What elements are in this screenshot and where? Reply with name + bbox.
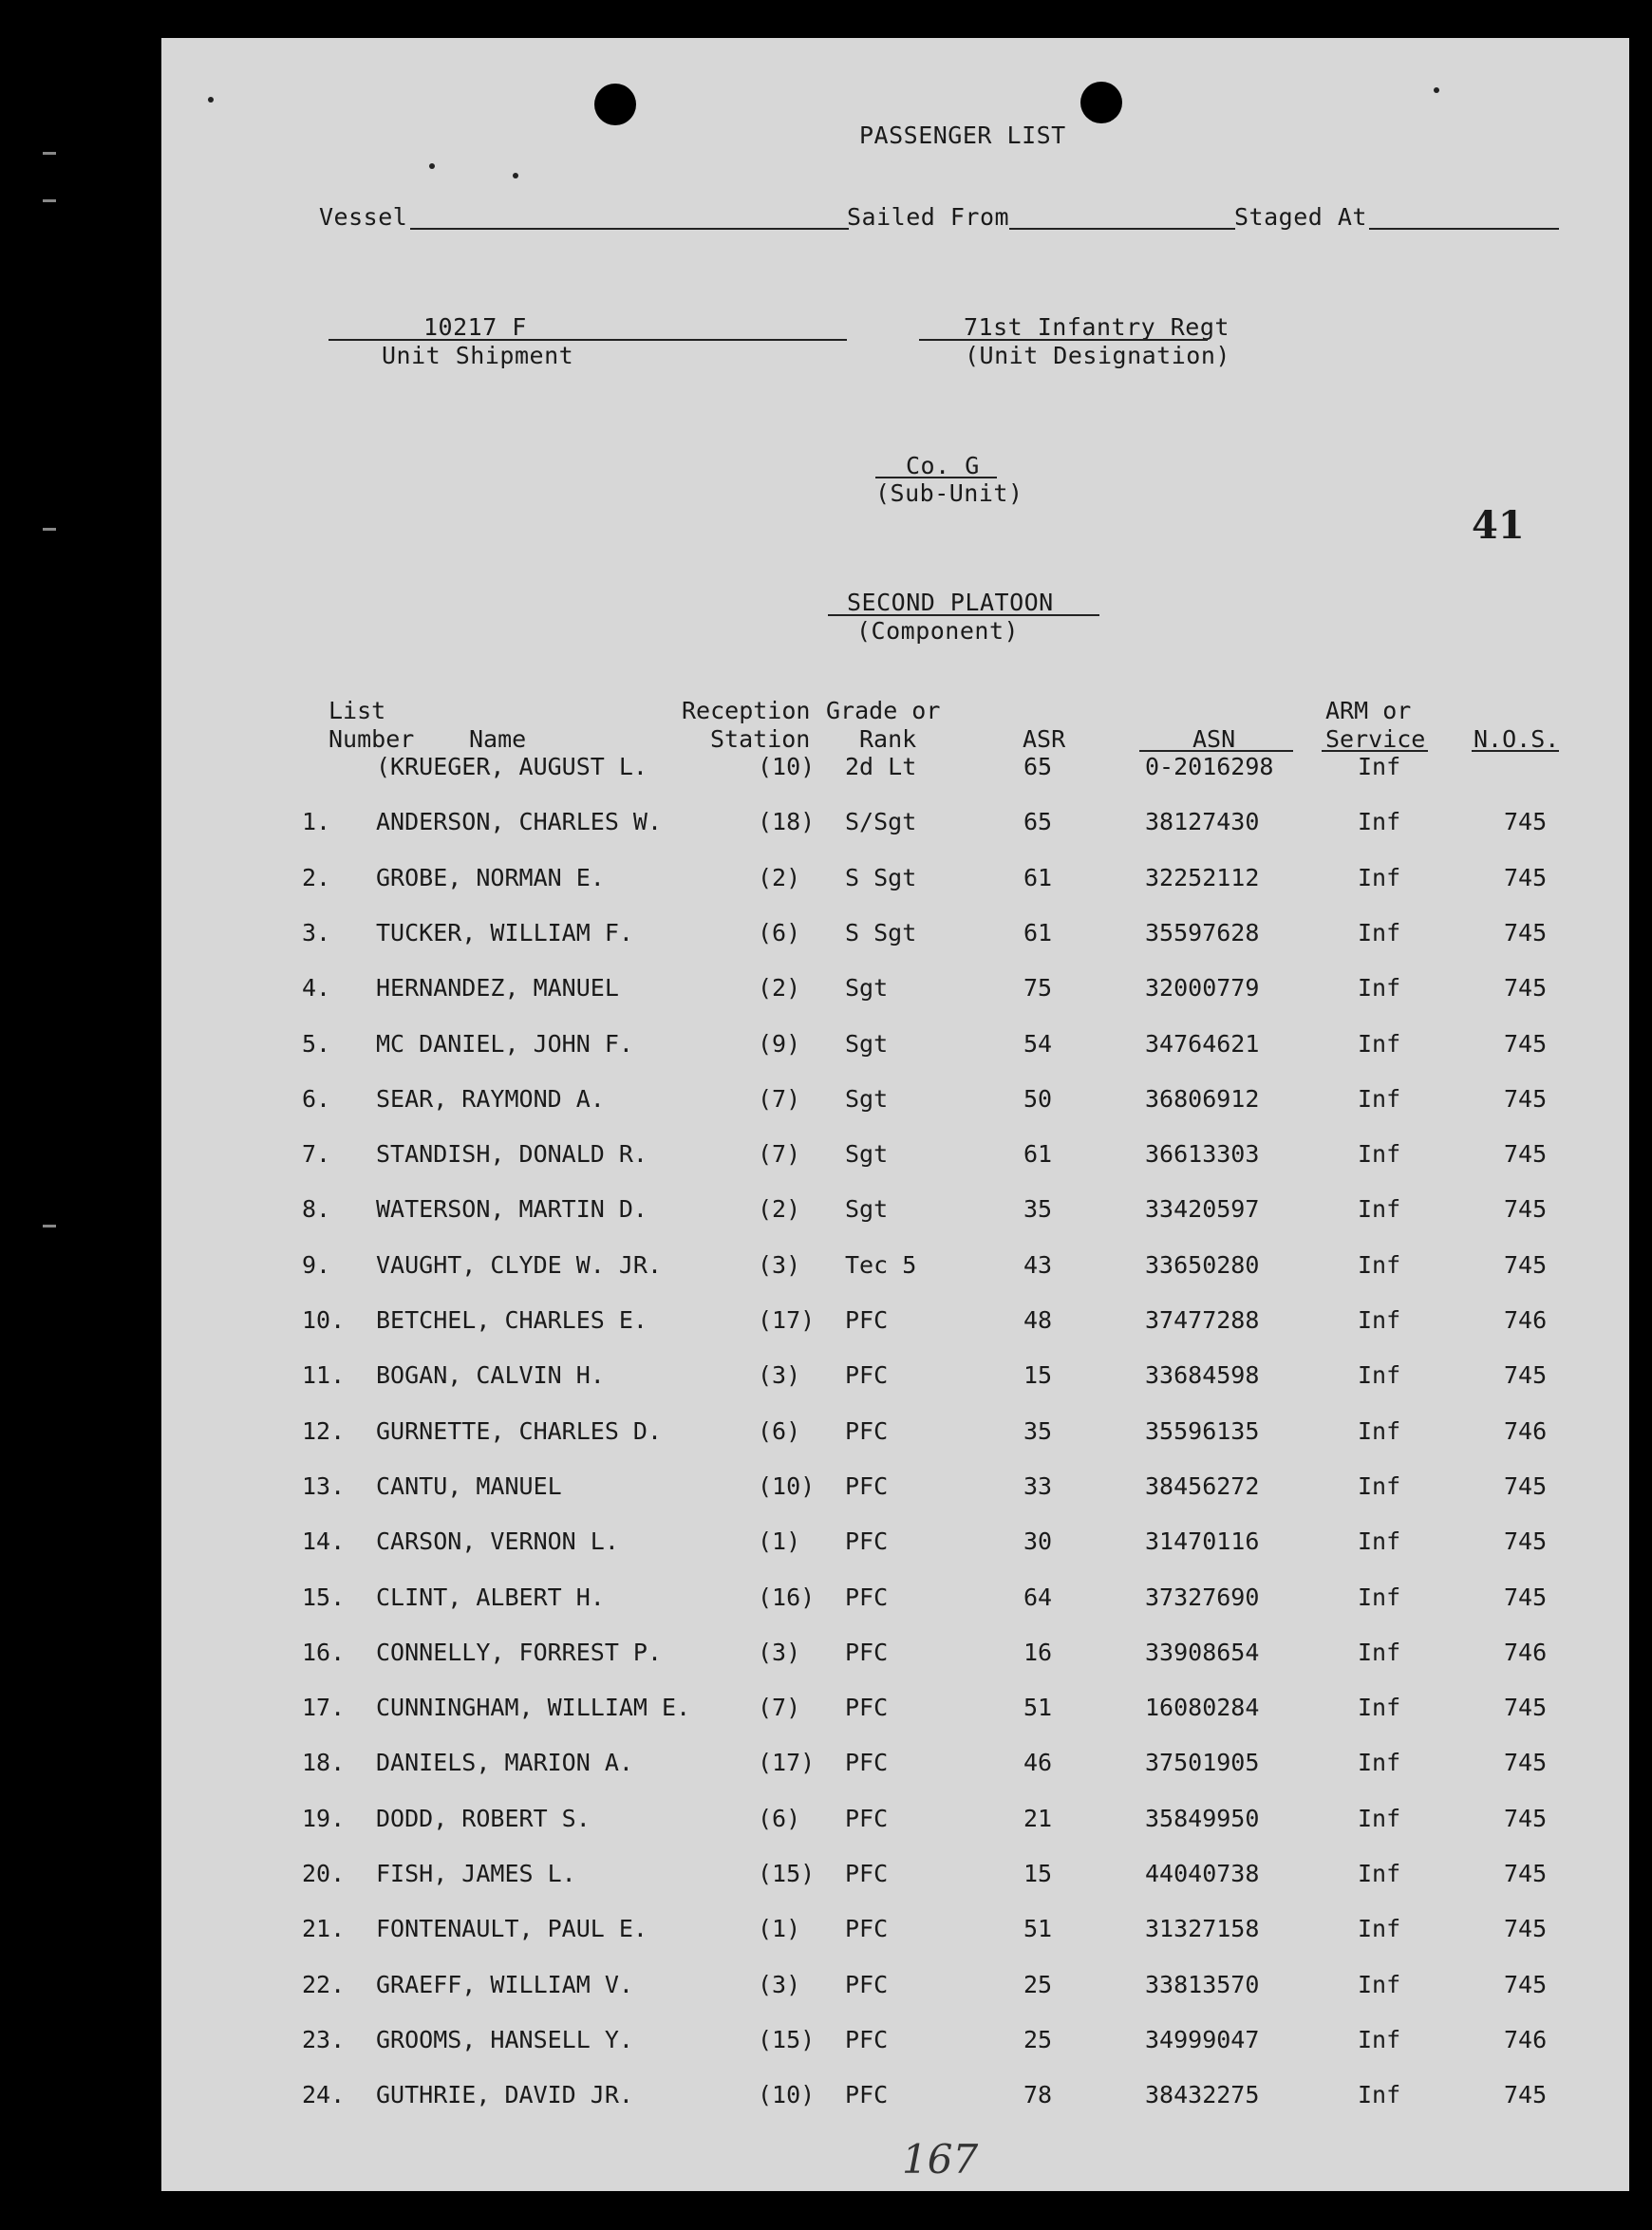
- col-asn-underline: [1139, 750, 1293, 752]
- row-asr: 25: [1023, 1970, 1053, 1998]
- row-station: (3): [758, 1250, 801, 1279]
- row-nos: 745: [1504, 1084, 1548, 1113]
- row-number: 22.: [302, 1970, 346, 1998]
- col-asr: ASR: [1023, 725, 1066, 753]
- row-number: 5.: [302, 1029, 331, 1058]
- table-row: [161, 974, 1629, 1012]
- punch-hole-right: [1080, 82, 1122, 123]
- row-rank: PFC: [845, 1306, 889, 1334]
- ink-speck: [1434, 87, 1439, 93]
- row-arm: Inf: [1358, 1250, 1401, 1279]
- sub-unit-line: [875, 477, 997, 478]
- row-name: MC DANIEL, JOHN F.: [376, 1029, 633, 1058]
- row-nos: 745: [1504, 974, 1548, 1003]
- row-arm: Inf: [1358, 1583, 1401, 1611]
- row-rank: PFC: [845, 1527, 889, 1556]
- row-station: (15): [758, 2025, 816, 2053]
- row-number: 4.: [302, 974, 331, 1003]
- row-nos: 745: [1504, 1915, 1548, 1943]
- edge-mark: [43, 199, 56, 202]
- col-grade-2: Rank: [859, 725, 917, 753]
- row-arm: Inf: [1358, 1029, 1401, 1058]
- row-station: (9): [758, 1029, 801, 1058]
- row-asn: 16080284: [1145, 1694, 1260, 1722]
- row-rank: PFC: [845, 1361, 889, 1390]
- row-arm: Inf: [1358, 918, 1401, 946]
- row-rank: Sgt: [845, 1084, 889, 1113]
- row-name: CANTU, MANUEL: [376, 1471, 562, 1500]
- row-nos: 745: [1504, 2081, 1548, 2109]
- row-nos: 745: [1504, 863, 1548, 891]
- table-row: [161, 753, 1629, 791]
- row-station: (18): [758, 808, 816, 836]
- table-row: [161, 1805, 1629, 1843]
- row-name: ANDERSON, CHARLES W.: [376, 808, 663, 836]
- row-station: (6): [758, 918, 801, 946]
- row-number: 24.: [302, 2081, 346, 2109]
- col-grade-1: Grade or: [826, 697, 941, 724]
- row-asr: 15: [1023, 1860, 1053, 1887]
- row-rank: S Sgt: [845, 918, 917, 946]
- col-reception-1: Reception: [682, 697, 811, 724]
- row-station: (10): [758, 753, 816, 780]
- row-asr: 33: [1023, 1471, 1053, 1500]
- table-row: [161, 1417, 1629, 1455]
- row-asr: 64: [1023, 1583, 1053, 1611]
- table-row: [161, 1639, 1629, 1677]
- row-name: VAUGHT, CLYDE W. JR.: [376, 1250, 663, 1279]
- row-asn: 33420597: [1145, 1195, 1260, 1224]
- row-name: FISH, JAMES L.: [376, 1860, 576, 1887]
- row-rank: PFC: [845, 1471, 889, 1500]
- component-value: SECOND PLATOON: [847, 589, 1054, 616]
- row-station: (2): [758, 1195, 801, 1224]
- row-asn: 36613303: [1145, 1140, 1260, 1169]
- row-asn: 33650280: [1145, 1250, 1260, 1279]
- row-arm: Inf: [1358, 2081, 1401, 2109]
- ink-speck: [429, 163, 435, 169]
- table-row: [161, 1085, 1629, 1123]
- row-asn: 37501905: [1145, 1749, 1260, 1777]
- row-asn: 34764621: [1145, 1029, 1260, 1058]
- row-name: GUTHRIE, DAVID JR.: [376, 2081, 633, 2109]
- row-asr: 35: [1023, 1416, 1053, 1445]
- table-row: [161, 1694, 1629, 1732]
- row-asn: 38456272: [1145, 1471, 1260, 1500]
- row-nos: 745: [1504, 1140, 1548, 1169]
- row-station: (10): [758, 2081, 816, 2109]
- punch-hole-left: [594, 84, 636, 125]
- row-asn: 34999047: [1145, 2025, 1260, 2053]
- row-number: 18.: [302, 1749, 346, 1777]
- row-rank: PFC: [845, 1749, 889, 1777]
- row-nos: 745: [1504, 918, 1548, 946]
- row-asn: 36806912: [1145, 1084, 1260, 1113]
- table-row: [161, 2026, 1629, 2064]
- row-number: 23.: [302, 2025, 346, 2053]
- table-row: [161, 1306, 1629, 1344]
- table-row: [161, 1140, 1629, 1178]
- row-asn: 35849950: [1145, 1804, 1260, 1832]
- row-number: 13.: [302, 1471, 346, 1500]
- table-row: [161, 1527, 1629, 1565]
- row-rank: PFC: [845, 1804, 889, 1832]
- staged-at-label: Staged At: [1234, 203, 1367, 231]
- component-line: [828, 614, 1099, 616]
- row-name: WATERSON, MARTIN D.: [376, 1195, 648, 1224]
- row-rank: PFC: [845, 1583, 889, 1611]
- col-arm-2: Service: [1325, 725, 1426, 753]
- row-arm: Inf: [1358, 1527, 1401, 1556]
- table-row: [161, 1251, 1629, 1289]
- row-asr: 78: [1023, 2081, 1053, 2109]
- row-name: CONNELLY, FORREST P.: [376, 1638, 663, 1666]
- table-row: [161, 1860, 1629, 1898]
- row-arm: Inf: [1358, 1416, 1401, 1445]
- row-asr: 35: [1023, 1195, 1053, 1224]
- vessel-line: [410, 228, 849, 230]
- sailed-from-label: Sailed From: [847, 203, 1010, 231]
- document-page: [161, 38, 1629, 2191]
- row-station: (17): [758, 1306, 816, 1334]
- row-asr: 46: [1023, 1749, 1053, 1777]
- row-asn: 38127430: [1145, 808, 1260, 836]
- row-asr: 51: [1023, 1915, 1053, 1943]
- table-row: [161, 864, 1629, 902]
- row-arm: Inf: [1358, 1915, 1401, 1943]
- table-row: [161, 1195, 1629, 1233]
- row-name: CARSON, VERNON L.: [376, 1527, 619, 1556]
- row-asr: 75: [1023, 974, 1053, 1003]
- edge-mark: [43, 528, 56, 531]
- row-number: 2.: [302, 863, 331, 891]
- row-station: (16): [758, 1583, 816, 1611]
- table-row: [161, 1749, 1629, 1787]
- row-rank: Sgt: [845, 974, 889, 1003]
- row-rank: 2d Lt: [845, 753, 917, 780]
- row-rank: Sgt: [845, 1195, 889, 1224]
- row-arm: Inf: [1358, 2025, 1401, 2053]
- row-arm: Inf: [1358, 1749, 1401, 1777]
- row-asn: 37477288: [1145, 1306, 1260, 1334]
- row-arm: Inf: [1358, 1140, 1401, 1169]
- row-rank: PFC: [845, 1416, 889, 1445]
- row-name: GROBE, NORMAN E.: [376, 863, 605, 891]
- row-asr: 61: [1023, 918, 1053, 946]
- row-nos: 745: [1504, 1583, 1548, 1611]
- row-arm: Inf: [1358, 808, 1401, 836]
- row-name: DANIELS, MARION A.: [376, 1749, 633, 1777]
- edge-mark: [43, 152, 56, 155]
- row-number: 15.: [302, 1583, 346, 1611]
- vessel-label: Vessel: [319, 203, 408, 231]
- row-station: (1): [758, 1527, 801, 1556]
- col-nos-underline: [1472, 750, 1559, 752]
- row-asn: 31327158: [1145, 1915, 1260, 1943]
- row-station: (2): [758, 974, 801, 1003]
- ink-speck: [208, 97, 214, 103]
- row-arm: Inf: [1358, 1361, 1401, 1390]
- row-nos: 746: [1504, 1638, 1548, 1666]
- unit-shipment-caption: Unit Shipment: [382, 342, 574, 369]
- row-asr: 43: [1023, 1250, 1053, 1279]
- sailed-from-line: [1009, 228, 1235, 230]
- table-row: [161, 1472, 1629, 1510]
- row-rank: PFC: [845, 2025, 889, 2053]
- row-nos: 745: [1504, 1860, 1548, 1887]
- row-rank: S/Sgt: [845, 808, 917, 836]
- row-number: 20.: [302, 1860, 346, 1887]
- row-name: FONTENAULT, PAUL E.: [376, 1915, 648, 1943]
- row-station: (7): [758, 1084, 801, 1113]
- row-name: HERNANDEZ, MANUEL: [376, 974, 619, 1003]
- unit-designation-value: 71st Infantry Regt: [964, 313, 1230, 341]
- row-station: (10): [758, 1471, 816, 1500]
- row-name: BETCHEL, CHARLES E.: [376, 1306, 648, 1334]
- row-nos: 745: [1504, 1029, 1548, 1058]
- row-number: 10.: [302, 1306, 346, 1334]
- col-list-number-1: List: [329, 697, 386, 724]
- row-nos: 745: [1504, 1250, 1548, 1279]
- page-number: 41: [1472, 503, 1525, 548]
- row-number: 3.: [302, 918, 331, 946]
- row-asr: 50: [1023, 1084, 1053, 1113]
- row-station: (7): [758, 1694, 801, 1722]
- row-asn: 31470116: [1145, 1527, 1260, 1556]
- row-asr: 15: [1023, 1361, 1053, 1390]
- row-asn: 38432275: [1145, 2081, 1260, 2109]
- row-asn: 35597628: [1145, 918, 1260, 946]
- row-name: STANDISH, DONALD R.: [376, 1140, 648, 1169]
- row-arm: Inf: [1358, 1860, 1401, 1887]
- row-rank: Tec 5: [845, 1250, 917, 1279]
- row-number: 6.: [302, 1084, 331, 1113]
- row-number: 9.: [302, 1250, 331, 1279]
- row-station: (15): [758, 1860, 816, 1887]
- row-nos: 745: [1504, 1970, 1548, 1998]
- row-asr: 21: [1023, 1804, 1053, 1832]
- row-asr: 54: [1023, 1029, 1053, 1058]
- row-name: GRAEFF, WILLIAM V.: [376, 1970, 633, 1998]
- row-nos: 745: [1504, 1749, 1548, 1777]
- row-asr: 30: [1023, 1527, 1053, 1556]
- row-asr: 25: [1023, 2025, 1053, 2053]
- row-asn: 32252112: [1145, 863, 1260, 891]
- col-name: Name: [469, 725, 527, 753]
- row-arm: Inf: [1358, 1804, 1401, 1832]
- row-rank: S Sgt: [845, 863, 917, 891]
- table-row: [161, 1971, 1629, 2009]
- row-station: (2): [758, 863, 801, 891]
- page-title: PASSENGER LIST: [859, 122, 1066, 149]
- row-rank: PFC: [845, 1915, 889, 1943]
- row-asr: 16: [1023, 1638, 1053, 1666]
- row-rank: Sgt: [845, 1140, 889, 1169]
- row-asn: 37327690: [1145, 1583, 1260, 1611]
- row-asr: 48: [1023, 1306, 1053, 1334]
- row-name: SEAR, RAYMOND A.: [376, 1084, 605, 1113]
- row-nos: 746: [1504, 1416, 1548, 1445]
- row-number: 14.: [302, 1527, 346, 1556]
- row-arm: Inf: [1358, 753, 1401, 780]
- col-reception-2: Station: [710, 725, 811, 753]
- table-row: [161, 919, 1629, 957]
- row-rank: PFC: [845, 2081, 889, 2109]
- row-nos: 745: [1504, 808, 1548, 836]
- row-arm: Inf: [1358, 1970, 1401, 1998]
- row-asr: 51: [1023, 1694, 1053, 1722]
- row-station: (17): [758, 1749, 816, 1777]
- col-asn: ASN: [1192, 725, 1236, 753]
- row-name: DODD, ROBERT S.: [376, 1804, 591, 1832]
- unit-shipment-value: 10217 F: [423, 313, 527, 341]
- row-number: 21.: [302, 1915, 346, 1943]
- row-asn: 35596135: [1145, 1416, 1260, 1445]
- col-nos: N.O.S.: [1474, 725, 1560, 753]
- row-asr: 61: [1023, 863, 1053, 891]
- row-nos: 745: [1504, 1527, 1548, 1556]
- col-arm-underline: [1322, 750, 1428, 752]
- unit-shipment-line: [329, 339, 847, 341]
- row-asr: 65: [1023, 753, 1053, 780]
- row-name: GROOMS, HANSELL Y.: [376, 2025, 633, 2053]
- table-row: [161, 808, 1629, 846]
- row-rank: PFC: [845, 1970, 889, 1998]
- row-rank: PFC: [845, 1860, 889, 1887]
- table-row: [161, 2081, 1629, 2119]
- row-nos: 745: [1504, 1804, 1548, 1832]
- row-station: (7): [758, 1140, 801, 1169]
- row-asn: 0-2016298: [1145, 753, 1274, 780]
- row-station: (6): [758, 1804, 801, 1832]
- row-number: 1.: [302, 808, 331, 836]
- row-arm: Inf: [1358, 1471, 1401, 1500]
- row-rank: Sgt: [845, 1029, 889, 1058]
- row-number: 11.: [302, 1361, 346, 1390]
- table-row: [161, 1030, 1629, 1068]
- row-number: 7.: [302, 1140, 331, 1169]
- row-rank: PFC: [845, 1638, 889, 1666]
- sub-unit-value: Co. G: [906, 452, 980, 479]
- col-arm-1: ARM or: [1325, 697, 1412, 724]
- row-arm: Inf: [1358, 1694, 1401, 1722]
- row-nos: 746: [1504, 2025, 1548, 2053]
- handwritten-note: 167: [902, 2136, 979, 2183]
- row-nos: 745: [1504, 1471, 1548, 1500]
- row-station: (3): [758, 1361, 801, 1390]
- table-row: [161, 1915, 1629, 1953]
- row-name: GURNETTE, CHARLES D.: [376, 1416, 663, 1445]
- row-name: (KRUEGER, AUGUST L.: [376, 753, 648, 780]
- row-name: CLINT, ALBERT H.: [376, 1583, 605, 1611]
- unit-designation-line: [919, 339, 1208, 341]
- row-nos: 745: [1504, 1694, 1548, 1722]
- row-asn: 32000779: [1145, 974, 1260, 1003]
- col-list-number-2: Number: [329, 725, 415, 753]
- row-asn: 33813570: [1145, 1970, 1260, 1998]
- row-number: 12.: [302, 1416, 346, 1445]
- row-number: 19.: [302, 1804, 346, 1832]
- row-station: (6): [758, 1416, 801, 1445]
- row-arm: Inf: [1358, 1306, 1401, 1334]
- component-caption: (Component): [856, 617, 1020, 645]
- row-name: BOGAN, CALVIN H.: [376, 1361, 605, 1390]
- row-asr: 61: [1023, 1140, 1053, 1169]
- row-arm: Inf: [1358, 1195, 1401, 1224]
- row-station: (3): [758, 1970, 801, 1998]
- table-row: [161, 1361, 1629, 1399]
- row-asr: 65: [1023, 808, 1053, 836]
- row-nos: 745: [1504, 1195, 1548, 1224]
- row-number: 17.: [302, 1694, 346, 1722]
- row-arm: Inf: [1358, 974, 1401, 1003]
- staged-at-line: [1369, 228, 1559, 230]
- ink-speck: [513, 173, 518, 178]
- row-asn: 33908654: [1145, 1638, 1260, 1666]
- sub-unit-caption: (Sub-Unit): [875, 479, 1023, 507]
- row-arm: Inf: [1358, 1084, 1401, 1113]
- row-asn: 33684598: [1145, 1361, 1260, 1390]
- table-row: [161, 1583, 1629, 1621]
- row-asn: 44040738: [1145, 1860, 1260, 1887]
- row-name: CUNNINGHAM, WILLIAM E.: [376, 1694, 691, 1722]
- row-number: 8.: [302, 1195, 331, 1224]
- row-number: 16.: [302, 1638, 346, 1666]
- row-nos: 746: [1504, 1306, 1548, 1334]
- row-station: (1): [758, 1915, 801, 1943]
- row-arm: Inf: [1358, 1638, 1401, 1666]
- unit-designation-caption: (Unit Designation): [965, 342, 1230, 369]
- row-name: TUCKER, WILLIAM F.: [376, 918, 633, 946]
- row-station: (3): [758, 1638, 801, 1666]
- row-nos: 745: [1504, 1361, 1548, 1390]
- row-arm: Inf: [1358, 863, 1401, 891]
- edge-mark: [43, 1225, 56, 1227]
- row-rank: PFC: [845, 1694, 889, 1722]
